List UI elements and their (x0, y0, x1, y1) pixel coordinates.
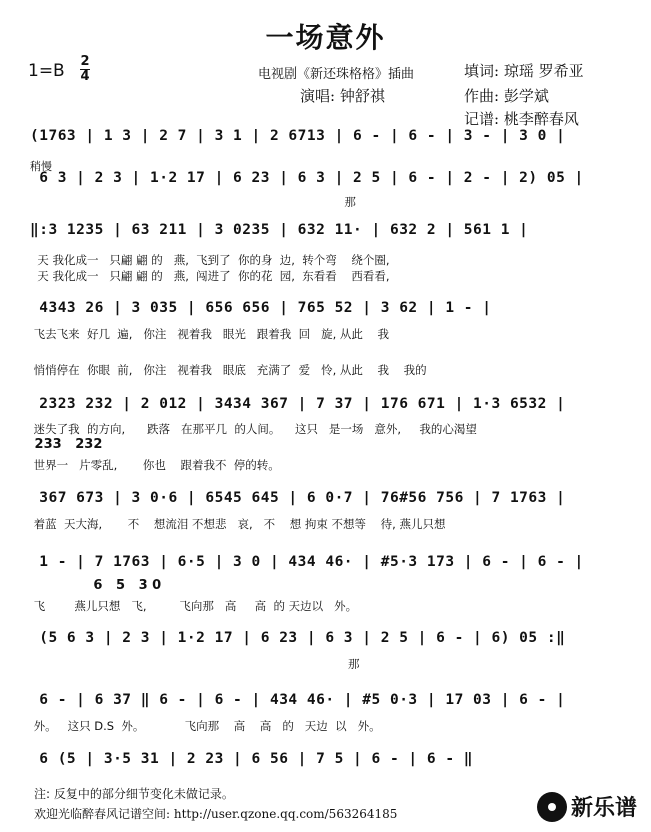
notation-row-10: 6 (5 | 3·5 31 | 2 23 | 6 56 | 7 5 | 6 - | 6 - ‖ (30, 751, 474, 767)
lyric-row-4-line-3: 悄悄停在 你眼 前, 你注 视着我 眼底 充满了 爱 怜, 从此 我 我的 (30, 363, 427, 377)
lyric-row-5-line-2: 233 232 (30, 437, 103, 452)
record-disc-icon (537, 792, 567, 822)
tempo-mark: 稍慢 (30, 160, 52, 173)
transcriber-label: 记谱: 桃李醉春风 (464, 110, 579, 128)
logo-text: 新乐谱 (570, 796, 637, 821)
lyric-row-4-line-1: 飞去飞来 好几 遍, 你注 视着我 眼光 跟着我 回 旋, 从此 我 (30, 327, 390, 341)
meter-bottom: 4 (80, 69, 90, 84)
notation-row-3: ‖:3 1235 | 63 211 | 3 0235 | 632 11· | 632 2 | 561 1 | (30, 222, 529, 238)
lyric-row-5-line-3: 世界一 片零乱, 你也 跟着我不 停的转。 (30, 458, 280, 472)
notation-row-8: (5 6 3 | 2 3 | 1·2 17 | 6 23 | 6 3 | 2 5 | 6 - | 6) 05 :‖ (30, 630, 566, 646)
lyric-row-5-line-1: 迷失了我 的方向, 跌落 在那平几 的人间。 这只 是一场 意外, 我的心渴望 (30, 422, 477, 436)
site-logo (537, 791, 637, 822)
time-signature (80, 56, 90, 83)
key-signature: 1=B (28, 61, 65, 81)
notation-row-2: 6 3 | 2 3 | 1·2 17 | 6 23 | 6 3 | 2 5 | 6 - | 2 - | 2) 05 | (30, 170, 584, 186)
source-label: 电视剧《新还珠格格》插曲 (258, 67, 415, 82)
lyric-row-6-line-1: 着蓝 天大海, 不 想流泪 不想悲 哀, 不 想 拘束 不想等 待, 燕儿只想 (30, 517, 446, 531)
meter-top: 2 (80, 54, 90, 69)
welcome-text: 欢迎光临醉春风记谱空间: http://user.qzone.qq.com/563264185 (34, 807, 398, 821)
notation-row-6: 367 673 | 3 0·6 | 6545 645 | 6 0·7 | 76#56 756 | 7 1763 | (30, 490, 566, 506)
lyricist-label: 填词: 琼瑶 罗希亚 (464, 62, 584, 80)
notation-row-7: 1 - | 7 1763 | 6·5 | 3 0 | 434 46· | #5·3 173 | 6 - | 6 - | (30, 554, 584, 570)
notation-row-9: 6 - | 6 37 ‖ 6 - | 6 - | 434 46· | #5 0·3 | 17 03 | 6 - | (30, 692, 566, 708)
notation-row-4: 4343 26 | 3 035 | 656 656 | 765 52 | 3 62 | 1 - | (30, 300, 492, 316)
footnote: 注: 反复中的部分细节变化未做记录。 (34, 787, 234, 801)
lyric-row-8-line-1: 那 (30, 657, 360, 671)
singer-label: 演唱: 钟舒祺 (300, 87, 385, 105)
composer-label: 作曲: 彭学斌 (464, 87, 549, 105)
lyric-row-9-line-1: 外。 这只 D.S 外。 飞向那 高 高 的 天边 以 外。 (30, 719, 381, 733)
notation-row-5: 2323 232 | 2 012 | 3434 367 | 7 37 | 176 671 | 1·3 6532 | (30, 396, 566, 412)
lyric-row-3-line-1: 天 我化成一 只翩 翩 的 燕, 飞到了 你的身 边, 转个弯 绕个圈, (30, 253, 390, 267)
lyric-row-7-line-2: 飞 燕儿只想 飞, 飞向那 高 高 的 天边以 外。 (30, 599, 358, 613)
lyric-row-2-line-1: 那 (30, 195, 356, 209)
lyric-row-7-line-1: 6 5 3 0 (30, 578, 162, 593)
page-title: 一场意外 (265, 21, 386, 54)
notation-row-1: (1763 | 1 3 | 2 7 | 3 1 | 2 6713 | 6 - | 6 - | 3 - | 3 0 | (30, 128, 566, 144)
lyric-row-3-line-2: 天 我化成一 只翩 翩 的 燕, 闯进了 你的花 园, 东看看 西看看, (30, 269, 390, 283)
